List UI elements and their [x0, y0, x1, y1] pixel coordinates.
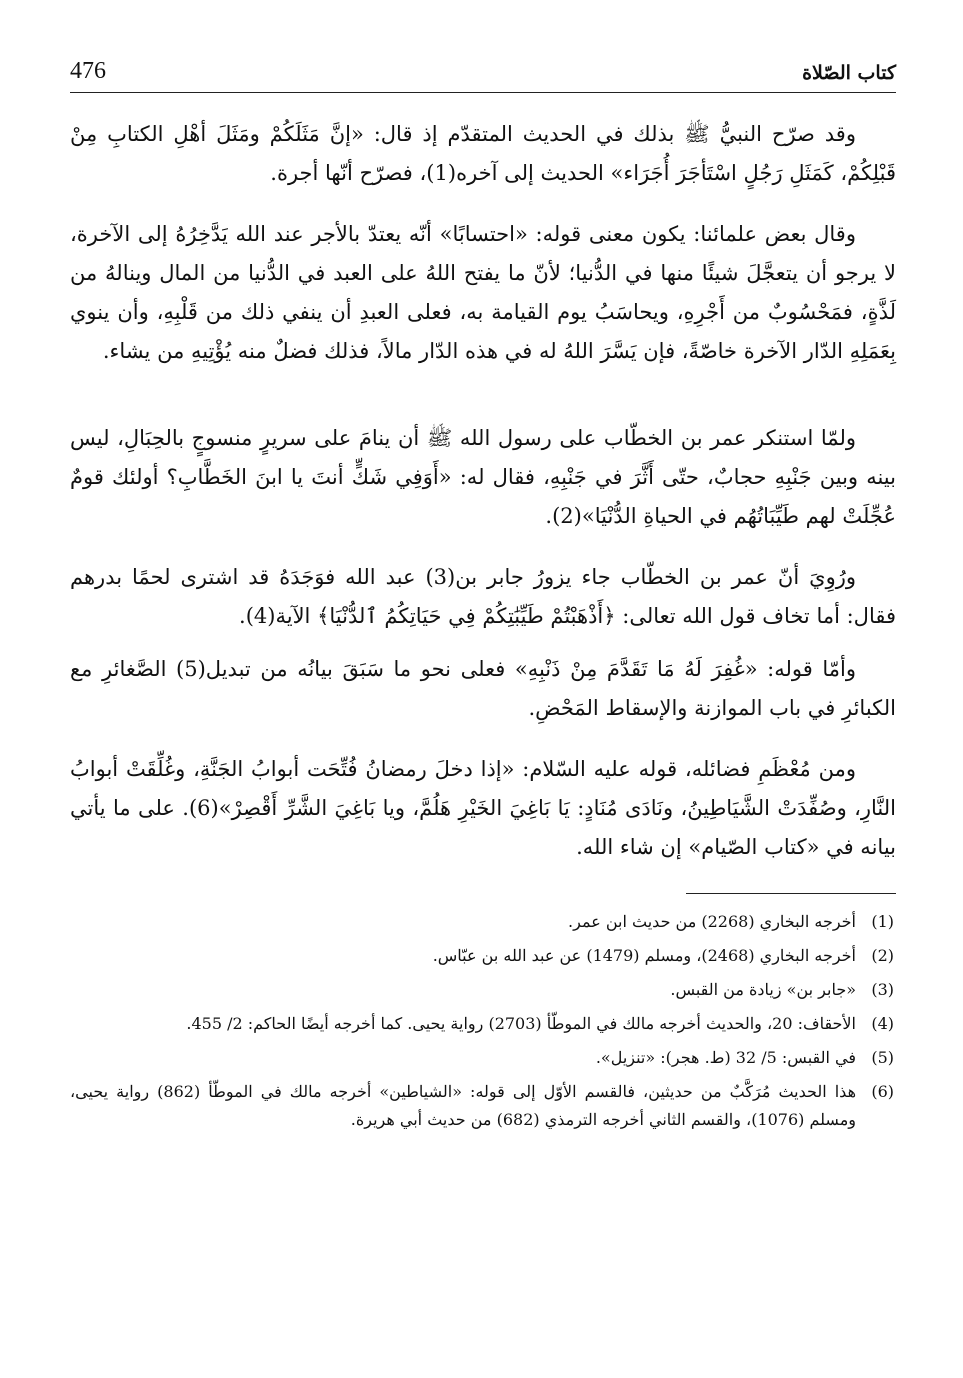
page-header: [70, 58, 896, 93]
paragraph: وقد صرّح النبيُّ ﷺ بذلك في الحديث المتقدّم إذ قال: «إنَّ مَثَلَكُمْ ومَثَلَ أهْلِ الكتابِ مِنْ قَبْلِكُمْ، كَمَثَلِ رَجُلٍ اسْتَأجَرَ أُجَرَاء» الحديث إلى آخره(1)، فصرّح أنّها أجرة.: [70, 122, 896, 185]
footnote-text: أخرجه البخاري (2268) من حديث ابن عمر.: [568, 912, 856, 931]
paragraph: ورُوِيَ أنّ عمر بن الخطّاب جاء يزورُ جابر بن(3) عبد الله فوَجَدَهُ قد اشترى لحمًا بدرهم فقال: أما تخاف قول الله تعالى: ﴿أَذْهَبْتُمْ طَيِّبَٰتِكُمْ فِي حَيَاتِكُمُ ٱلدُّنْيَا﴾ الآية(4).: [70, 565, 896, 628]
running-title: كتاب الصّلاة: [802, 62, 896, 84]
footnote-number: (5): [871, 1048, 894, 1067]
footnote-text: الأحقاف: 20، والحديث أخرجه مالك في الموطّأ (2703) رواية يحيى. كما أخرجه أيضًا الحاكم: 2/ 455.: [186, 1014, 856, 1033]
footnote: [70, 942, 896, 970]
main-text: [70, 115, 896, 867]
paragraph: وقال بعض علمائنا: يكون معنى قوله: «احتسابًا» أنّه يعتدّ بالأجر عند الله يَدَّخِرُهُ إلى الآخرة، لا يرجو أن يتعجَّلَ شيئًا منها في الدُّنيا؛ لأنّ ما يفتح اللهُ على العبد في الدُّنيا من المال وينالهُ من لَذَّةٍ، فمَحْسُوبٌ من أَجْرِهِ، ويحاسَبُ يوم القيامة به، فعلى العبدِ أن ينفي ذلك من قَلْبِهِ، وأن ينوي بِعَمَلِهِ الدّار الآخرة خاصّةً، فإن يَسَّرَ اللهُ له في هذه الدّار مالاً، فذلك فضلٌ منه يُؤْتِيهِ من يشاء.: [70, 222, 896, 363]
paragraph: ولمّا استنكر عمر بن الخطّاب على رسول الله ﷺ أن ينامَ على سريرٍ منسوجٍ بالحِبَالِ، ليس بينه وبين جَنْبِهِ حجابٌ، حتّى أَثَّرَ في جَنْبِهِ، فقال له: «أَوَفِي شَكٍّ أنتَ يا ابنَ الخَطَّابِ؟ أولئك قومٌ عُجِّلَتْ لهم طَيِّبَاتُهُم في الحياةِ الدُّنْيَا»(2).: [70, 426, 896, 528]
footnote-divider: [686, 893, 896, 894]
footnote-text: «جابر بن» زيادة من القبس.: [670, 980, 856, 999]
footnote: [70, 1010, 896, 1038]
footnotes: [70, 908, 896, 1134]
footnote-text: هذا الحديث مُرَكَّبٌ من حديثين، فالقسم الأوّل إلى قوله: «الشياطين» أخرجه مالك في الموطّأ (862) رواية يحيى، ومسلم (1076)، والقسم الثاني أخرجه الترمذي (682) من حديث أبي هريرة.: [70, 1082, 857, 1129]
footnote-text: في القبس: 5/ 32 (ط. هجر): «تنزيل».: [595, 1048, 856, 1067]
footnote: [70, 976, 896, 1004]
page-number: 476: [70, 58, 106, 84]
footnote-number: (3): [871, 980, 894, 999]
footnote-number: (1): [871, 912, 894, 931]
footnote: [70, 1044, 896, 1072]
footnote-text: أخرجه البخاري (2468)، ومسلم (1479) عن عبد الله بن عبّاس.: [432, 946, 856, 965]
footnote: [70, 1078, 896, 1134]
footnote-number: (4): [871, 1014, 894, 1033]
paragraph: ومن مُعْظَمِ فضائله، قوله عليه السّلام: «إذا دخلَ رمضانُ فُتِّحَت أبوابُ الجَنَّةِ، وغُلِّقَتْ أبوابُ النَّارِ، وصُفِّدَتْ الشَّيَاطِينُ، ونَادَى مُنَادٍ: يَا بَاغِيَ الخَيْرِ هَلُمَّ، ويا بَاغِيَ الشَّرِّ أَقْصِرْ»(6). على ما يأتي بيانه في «كتاب الصّيام» إن شاء الله.: [70, 757, 896, 859]
footnote-number: (2): [871, 946, 894, 965]
footnote: [70, 908, 896, 936]
page: [70, 58, 896, 1348]
footnote-number: (6): [871, 1082, 894, 1101]
paragraph: وأمّا قوله: «غُفِرَ لَهُ مَا تَقَدَّمَ مِنْ ذَنْبِهِ» فعلى نحو ما سَبَقَ بيانُه من تبديل(5) الصَّغائرِ مع الكبائرِ في باب الموازنة والإسقاط المَحْضِ.: [70, 657, 896, 720]
